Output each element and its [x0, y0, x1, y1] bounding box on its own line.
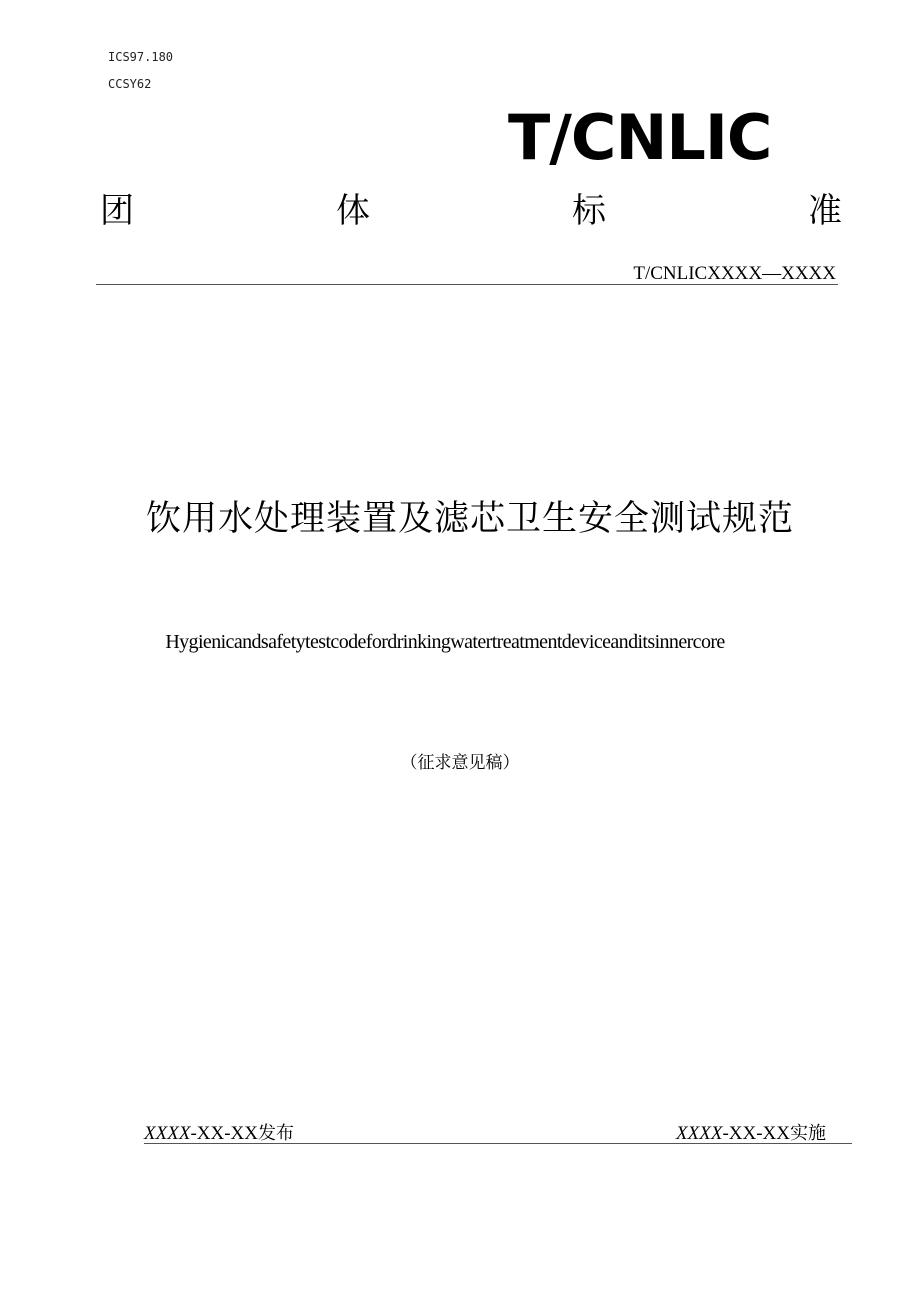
implement-year: XXXX [676, 1123, 723, 1144]
standard-type-char: 团 [100, 191, 134, 231]
ics-code: ICS97.180 [108, 50, 174, 64]
implement-month-day: -XX-XX [722, 1123, 790, 1144]
document-title-english: Hygienicandsafetytestcodefordrinkingwatertreatmentdeviceanditsinnercore [165, 631, 725, 653]
publish-year: XXXX [144, 1123, 191, 1144]
publish-month-day: -XX-XX [190, 1123, 258, 1144]
standard-type-char: 标 [572, 191, 606, 231]
document-title-chinese: 饮用水处理装置及滤芯卫生安全测试规范 [145, 499, 794, 539]
standard-logo: T/CNLIC [508, 101, 772, 174]
draft-status: （征求意见稿） [400, 753, 520, 773]
ccs-code: CCSY62 [108, 77, 152, 91]
footer-divider [144, 1143, 852, 1144]
publish-label: 发布 [257, 1123, 294, 1144]
standard-type-char: 体 [336, 191, 370, 231]
standard-number: T/CNLICXXXX—XXXX [633, 263, 836, 284]
standard-type-heading [100, 187, 842, 235]
header-divider [96, 284, 838, 285]
standard-type-char: 准 [808, 191, 842, 231]
implement-label: 实施 [789, 1123, 826, 1144]
